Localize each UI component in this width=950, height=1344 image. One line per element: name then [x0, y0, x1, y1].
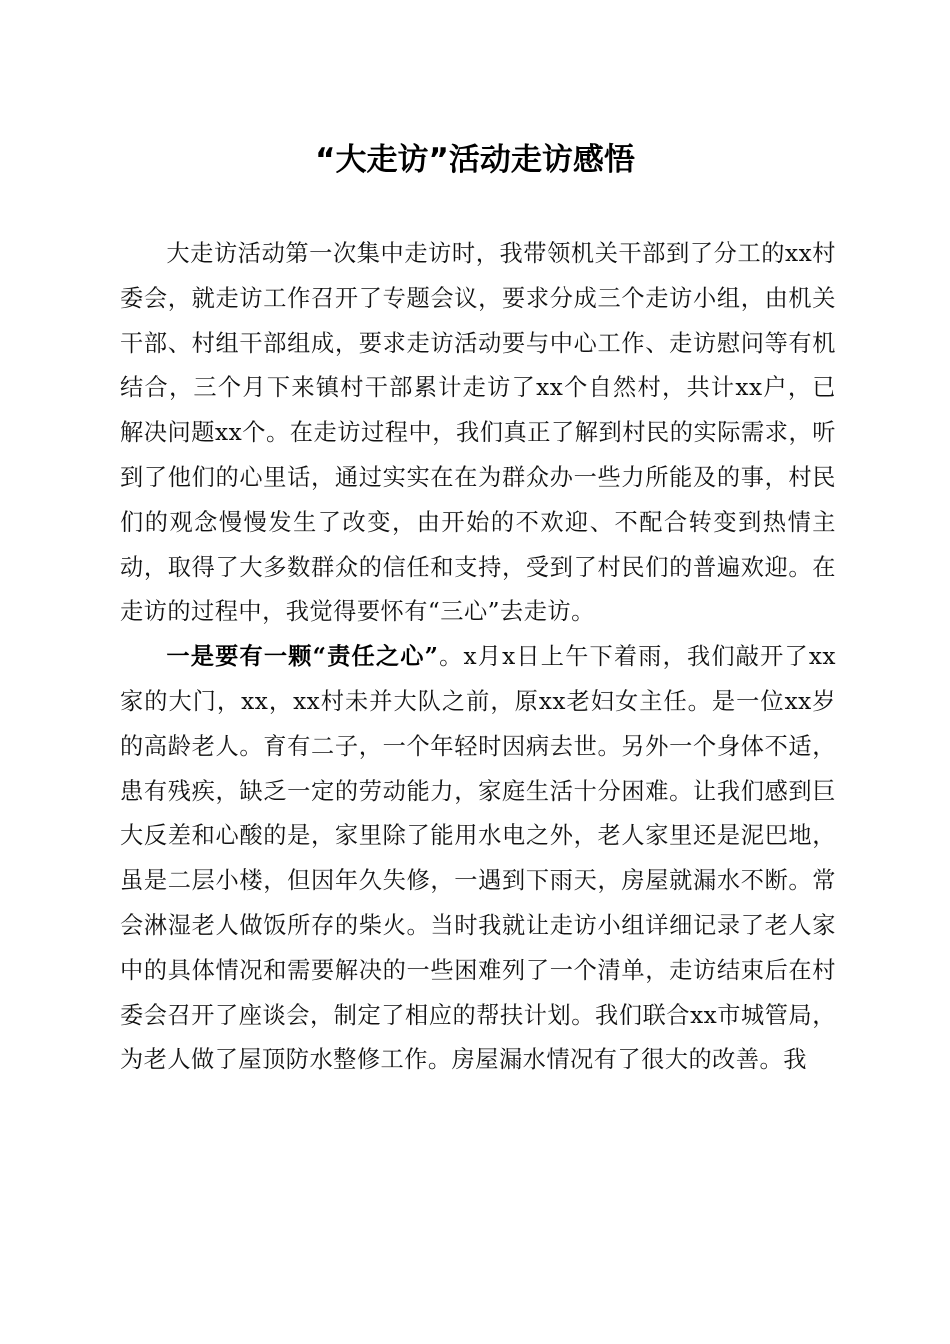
document-body [120, 232, 836, 1083]
document-title: “大走访”活动走访感悟 [315, 142, 635, 178]
paragraph-1 [120, 232, 836, 635]
paragraph-2-text: 。x月x日上午下着雨，我们敲开了xx家的大门，xx，xx村未并大队之前，原xx老妇女主任。是一位xx岁的高龄老人。育有二子，一个年轻时因病去世。另外一个身体不适，患有残疾，缺乏一定的劳动能力，家庭生活十分困难。让我们感到巨大反差和心酸的是，家里除了能用水电之外，老人家里还是泥巴地，虽是二层小楼，但因年久失修，一遇到下雨天，房屋就漏水不断。常会淋湿老人做饭所存的柴火。当时我就让走访小组详细记录了老人家中的具体情况和需要解决的一些困难列了一个清单，走访结束后在村委会召开了座谈会，制定了相应的帮扶计划。我们联合xx市城管局，为老人做了屋顶防水整修工作。房屋漏水情况有了很大的改善。我 [120, 643, 836, 1074]
paragraph-1-text: 大走访活动第一次集中走访时，我带领机关干部到了分工的xx村委会，就走访工作召开了专题会议，要求分成三个走访小组，由机关干部、村组干部组成，要求走访活动要与中心工作、走访慰问等有机结合，三个月下来镇村干部累计走访了xx个自然村，共计xx户，已解决问题xx个。在走访过程中，我们真正了解到村民的实际需求，听到了他们的心里话，通过实实在在为群众办一些力所能及的事，村民们的观念慢慢发生了改变，由开始的不欢迎、不配合转变到热情主动，取得了大多数群众的信任和支持，受到了村民们的普遍欢迎。在走访的过程中，我觉得要怀有“三心”去走访。 [120, 240, 836, 626]
paragraph-2 [120, 635, 836, 1083]
paragraph-2-lead: 一是要有一颗“责任之心” [166, 643, 439, 671]
